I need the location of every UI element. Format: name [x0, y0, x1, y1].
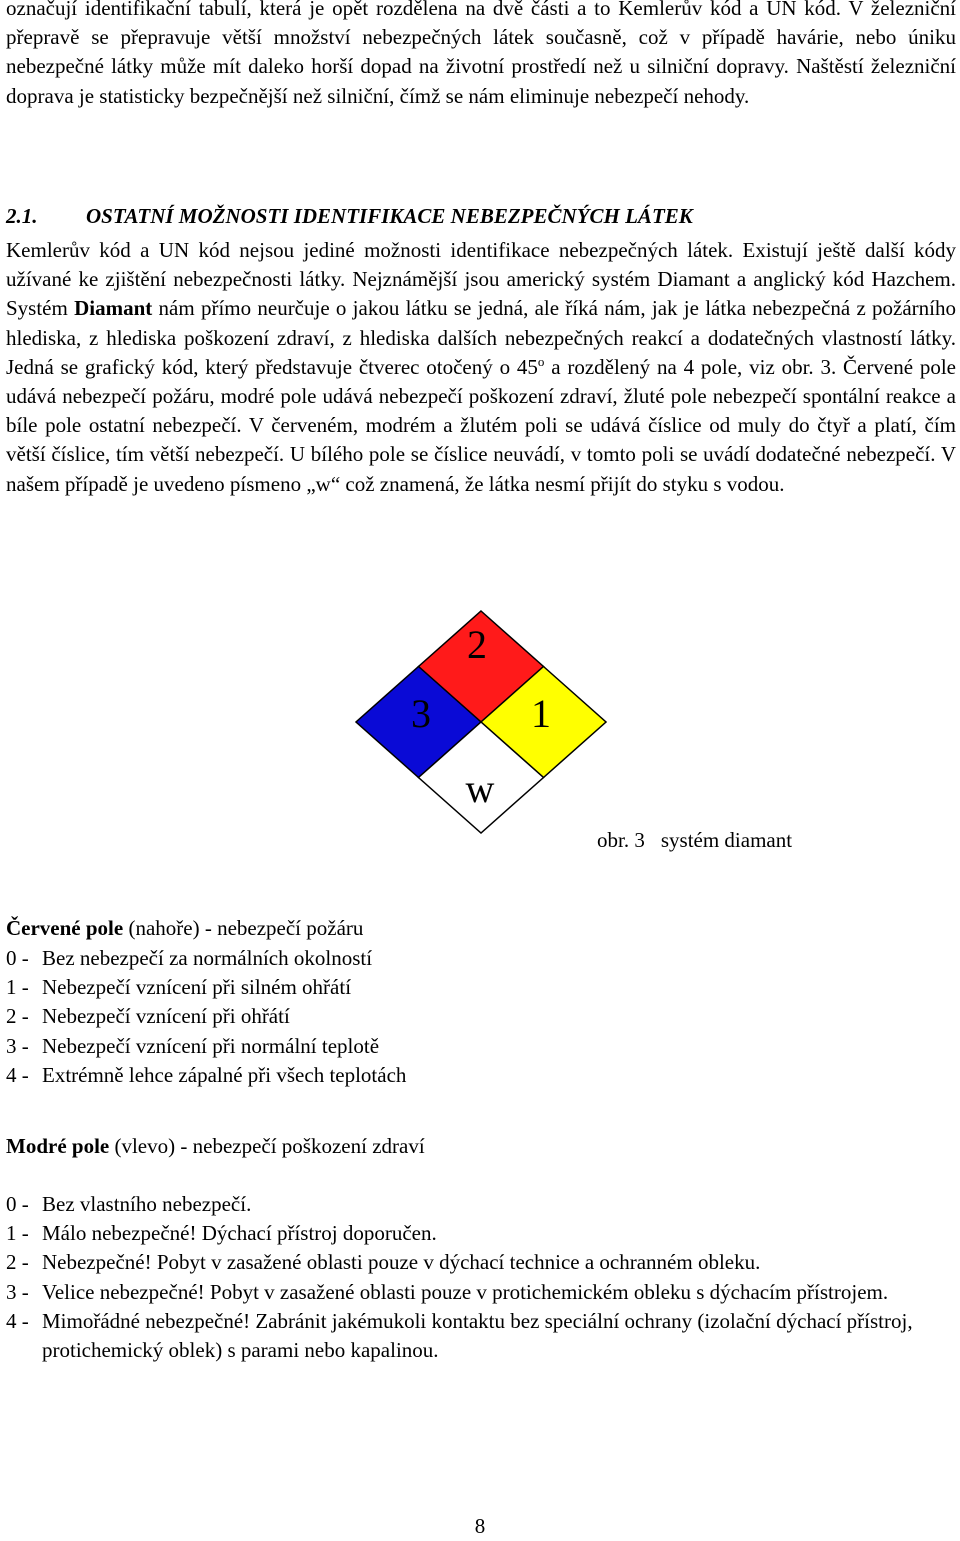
section-heading — [6, 202, 693, 231]
hazard-level-item — [6, 1190, 956, 1219]
hazard-level-number: 0 - — [6, 1192, 29, 1216]
hazard-level-number: 2 - — [6, 1004, 29, 1029]
hazard-level-number: 3 - — [6, 1033, 29, 1058]
diamond-reactivity-value: 1 — [531, 691, 551, 736]
hazard-level-number: 1 - — [6, 1221, 29, 1246]
hazard-level-item — [6, 1061, 956, 1090]
hazard-level-item — [6, 1219, 956, 1248]
diamond-health-value: 3 — [411, 691, 431, 736]
hazard-level-number: 4 - — [6, 1062, 29, 1087]
red-field-levels — [6, 944, 956, 1090]
hazard-level-item — [6, 1002, 956, 1031]
hazard-level-item — [6, 1032, 956, 1061]
hazard-level-number: 2 - — [6, 1250, 29, 1275]
blue-field-heading — [6, 1132, 425, 1161]
red-field-heading — [6, 914, 363, 943]
hazard-level-text: Mimořádné nebezpečné! Zabránit jakémukoli kontaktu bez speciální ochrany (izolační dýchací přístroj, protichemický oblek) s parami nebo kapalinou. — [42, 1308, 913, 1363]
paragraph-text-c: a rozdělený na 4 pole, viz obr. 3. Červené pole udává nebezpečí požáru, modré pole udává nebezpečí poškození zdraví, žluté pole nebezpečí spontální reakce a bíle pole ostatní nebezpečí. V červeném, modrém a žlutém poli se udává číslice od muly do čtyř a platí, čím větší číslice, tím větší nebezpečí. U bílého pole se číslice neuvádí, v tomto poli se uvádí dodatečné nebezpečí. V našem případě je uvedeno písmeno „w“ což znamená, že látka nesmí přijít do styku s vodou. — [6, 354, 956, 496]
blue-field-levels — [6, 1190, 956, 1365]
hazard-level-text: Extrémně lehce zápalné při všech teplotách — [42, 1062, 407, 1087]
red-field-description: (nahoře) - nebezpečí požáru — [123, 916, 364, 940]
intro-paragraph: označují identifikační tabulí, která je opět rozdělena na dvě části a to Kemlerův kód a UN kód. V železniční přepravě se přepravuje větší množství nebezpečných látek současně, což v případě havárie, nebo úniku nebezpečné látky může mít daleko horší dopad na životní prostředí než u silniční dopravy. Naštěstí železniční doprava je statisticky bezpečnější než silniční, čímž se nám eliminuje nebezpečí nehody. — [6, 0, 956, 108]
hazard-level-text: Velice nebezpečné! Pobyt v zasažené oblasti pouze v protichemickém obleku s dýchacím přístrojem. — [42, 1279, 889, 1304]
red-field-term: Červené pole — [6, 916, 124, 940]
figure-caption — [597, 826, 792, 855]
hazard-level-item — [6, 1248, 956, 1277]
hazard-level-item — [6, 1307, 956, 1365]
hazard-level-item — [6, 944, 956, 973]
diamond-fire-value: 2 — [467, 622, 487, 667]
hazard-level-number: 3 - — [6, 1279, 29, 1304]
hazard-level-number: 4 - — [6, 1308, 29, 1333]
hazard-level-text: Málo nebezpečné! Dýchací přístroj doporučen. — [42, 1221, 437, 1246]
nfpa-diamond-figure — [355, 610, 607, 836]
paragraph-text-b: nám přímo neurčuje o jakou látku se jedná, ale říká nám, jak je látka nebezpečná z požárního hlediska, z hlediska poškození zdraví, z hlediska dalších nebezpečných reakcí a dodatečných vlastností látky. Jedná se grafický kód, který představuje čtverec otočený o 45 — [6, 296, 957, 379]
hazard-level-number: 0 - — [6, 946, 29, 970]
figure-label: obr. 3 — [597, 828, 645, 852]
hazard-level-text: Bez vlastního nebezpečí. — [42, 1192, 252, 1216]
diamant-paragraph — [6, 236, 956, 499]
blue-field-description: (vlevo) - nebezpečí poškození zdraví — [109, 1134, 425, 1158]
paragraph-text-a: Kemlerův kód a UN kód nejsou jediné možnosti identifikace nebezpečných látek. Existují ještě další kódy užívané ke zjištění nebezpečnosti látky. Nejznámější jsou americký systém Diamant a anglický kód Hazchem. Systém — [6, 238, 956, 321]
diamant-term: Diamant — [74, 296, 153, 321]
hazard-level-text: Nebezpečí vznícení při ohřátí — [42, 1004, 290, 1029]
hazard-level-item — [6, 973, 956, 1002]
blue-field-term: Modré pole — [6, 1134, 110, 1158]
section-number: 2.1. — [6, 204, 38, 228]
section-title: OSTATNÍ MOŽNOSTI IDENTIFIKACE NEBEZPEČNÝCH LÁTEK — [86, 204, 693, 228]
figure-caption-text: systém diamant — [660, 828, 793, 852]
hazard-level-number: 1 - — [6, 975, 29, 1000]
hazard-level-text: Nebezpečí vznícení při silném ohřátí — [42, 975, 352, 1000]
page-number: 8 — [474, 1514, 486, 1538]
hazard-level-item — [6, 1278, 956, 1307]
hazard-level-text: Bez nebezpečí za normálních okolností — [42, 946, 373, 970]
hazard-level-text: Nebezpečné! Pobyt v zasažené oblasti pouze v dýchací technice a ochranném obleku. — [42, 1250, 761, 1275]
degree-superscript: o — [537, 353, 545, 369]
diamond-special-value: w — [465, 766, 495, 811]
hazard-level-text: Nebezpečí vznícení při normální teplotě — [42, 1033, 380, 1058]
